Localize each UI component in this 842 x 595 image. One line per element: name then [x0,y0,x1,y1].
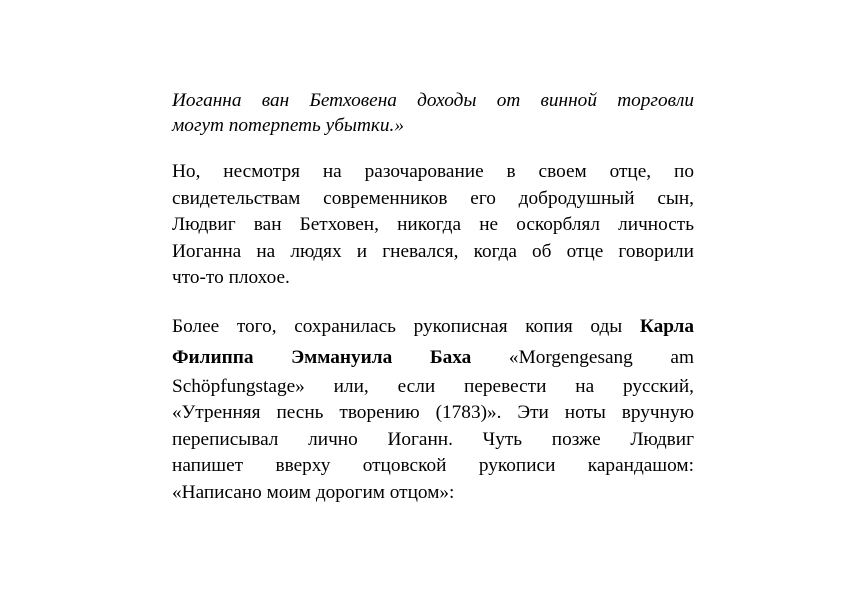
text-line: «Утренняя песнь творению (1783)». Эти ноты вручную [172,402,694,424]
text-line: Schöpfungstage» или, если перевести на русский, [172,375,694,397]
text-line [172,314,694,341]
text-line: Иоганна на людях и гневался, когда об отце говорили [172,240,694,262]
paragraph-quote-end [172,88,694,138]
text-line: что-то плохое. [172,267,290,289]
text-line: свидетельствам современников его добродушный сын, [172,187,694,209]
text-line: «Написано моим дорогим отцом»: [172,481,455,503]
inline-text: «Morgengesang am [508,346,694,368]
composer-name-bold: Филиппа Эммануила Баха [172,346,472,368]
text-line: Но, несмотря на разочарование в своем отце, по [172,161,694,182]
document-page [172,88,694,507]
text-line: могут потерпеть убытки.» [172,115,404,136]
text-line: Людвиг ван Бетховен, никогда не оскорблял личность [172,214,694,236]
inline-text: Более того, сохранилась рукописная копия оды [172,315,640,337]
paragraph-manuscript-copy [172,314,694,507]
text-line [172,341,694,374]
text-line: переписывал лично Иоганн. Чуть позже Людвиг [172,428,694,450]
text-line: напишет вверху отцовской рукописи карандашом: [172,455,694,477]
text-line: Иоганна ван Бетховена доходы от винной торговли [172,90,694,111]
paragraph-father-respect [172,159,694,292]
composer-name-bold: Карла [639,315,694,337]
